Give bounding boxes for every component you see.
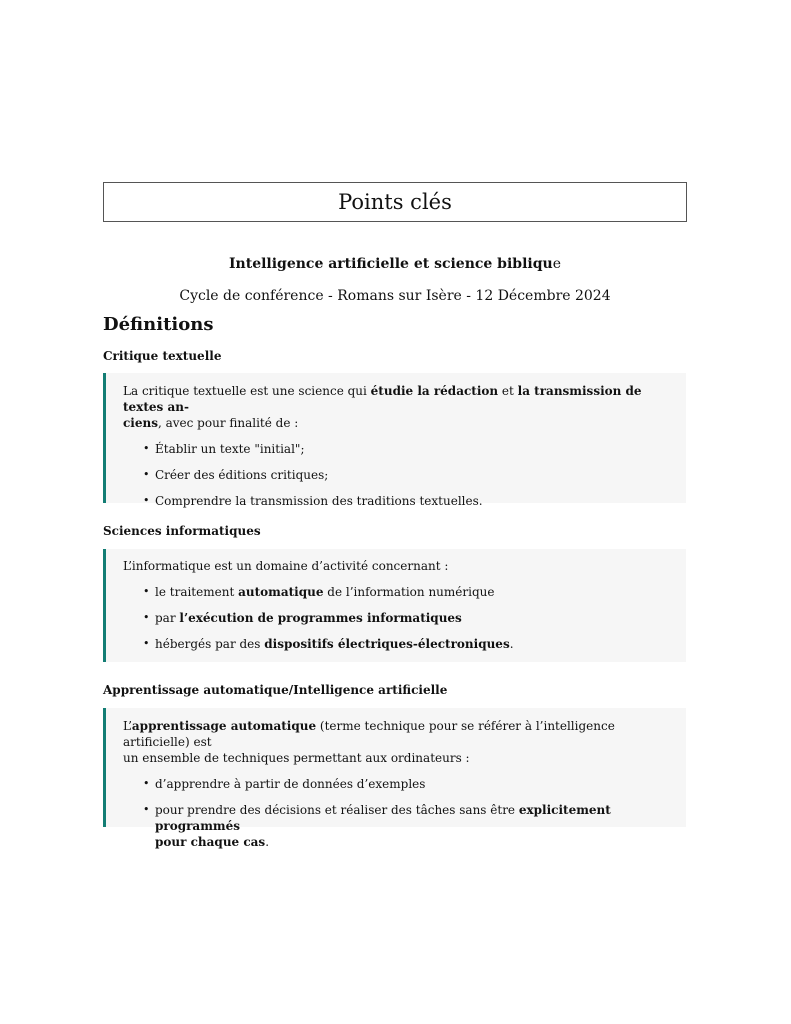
bullet-icon: • <box>143 803 150 816</box>
intro-bold: étudie la rédaction <box>370 384 499 398</box>
bullet-icon: • <box>143 611 150 624</box>
list-item <box>123 467 668 483</box>
list-item <box>123 493 668 509</box>
list-item <box>123 802 668 850</box>
list-item-bold: explicitement programmés <box>155 803 611 833</box>
definition-intro: L’informatique est un domaine d’activité concernant : <box>123 559 449 573</box>
intro-text: et <box>498 384 518 398</box>
bullet-icon: • <box>143 442 150 455</box>
bullet-icon: • <box>143 777 150 790</box>
list-item-text: Comprendre la transmission des traditions textuelles. <box>155 494 483 508</box>
list-item-text: . <box>265 835 270 849</box>
list-item <box>123 441 668 457</box>
list-item-text: hébergés par des <box>155 637 265 651</box>
definition-list <box>123 776 668 850</box>
intro-bold: ciens <box>123 416 158 430</box>
list-item-text: d’apprendre à partir de données d’exemples <box>155 777 426 791</box>
definition-intro <box>123 383 668 431</box>
definition-box-critique-textuelle <box>103 373 686 508</box>
list-item-bold: automatique <box>238 585 324 599</box>
list-item <box>123 610 668 626</box>
list-item-text: Établir un texte "initial"; <box>155 442 305 456</box>
event-line: Cycle de conférence - Romans sur Isère - 12 Décembre 2024 <box>179 288 611 304</box>
list-item-bold: l’exécution de programmes informatiques <box>179 611 462 625</box>
document-subtitle <box>103 256 687 272</box>
list-item-text: pour prendre des décisions et réaliser des tâches sans être <box>155 803 519 817</box>
intro-text: L’ <box>123 719 132 733</box>
bullet-icon: • <box>143 468 150 481</box>
intro-bold: apprentissage automatique <box>131 719 317 733</box>
intro-text: un ensemble de techniques permettant aux ordinateurs : <box>123 751 470 765</box>
subheading-critique-textuelle: Critique textuelle <box>103 349 222 363</box>
list-item-text: par <box>155 611 180 625</box>
list-item-bold: dispositifs électriques-électroniques <box>264 637 510 651</box>
list-item <box>123 636 668 652</box>
subheading-sciences-informatiques: Sciences informatiques <box>103 524 261 538</box>
bullet-icon: • <box>143 637 150 650</box>
list-item <box>123 584 668 600</box>
definition-list <box>123 584 668 652</box>
list-item <box>123 776 668 792</box>
subheading-apprentissage-automatique: Apprentissage automatique/Intelligence artificielle <box>103 683 448 697</box>
list-item-text: . <box>509 637 514 651</box>
definition-box-sciences-informatiques <box>103 549 686 662</box>
subtitle-last-letter: e <box>552 256 561 272</box>
list-item-bold: pour chaque cas <box>155 835 266 849</box>
list-item-text: de l’information numérique <box>323 585 495 599</box>
subtitle-bold: Intelligence artificielle et science bibliqu <box>229 256 553 272</box>
intro-text: , avec pour finalité de : <box>157 416 299 430</box>
intro-text: La critique textuelle est une science qui <box>123 384 371 398</box>
intro-text: (terme technique pour se référer à l’intelligence artificielle) est <box>123 719 615 749</box>
list-item-text: le traitement <box>155 585 239 599</box>
page-title-box <box>103 182 687 222</box>
list-item-text: Créer des éditions critiques; <box>155 468 329 482</box>
section-title: Définitions <box>103 314 214 335</box>
bullet-icon: • <box>143 585 150 598</box>
definition-box-apprentissage-automatique <box>103 708 686 849</box>
definition-intro <box>123 718 668 766</box>
bullet-icon: • <box>143 494 150 507</box>
page-title: Points clés <box>338 190 452 214</box>
intro-bold: la transmission de textes an- <box>123 384 642 414</box>
definition-list <box>123 441 668 509</box>
